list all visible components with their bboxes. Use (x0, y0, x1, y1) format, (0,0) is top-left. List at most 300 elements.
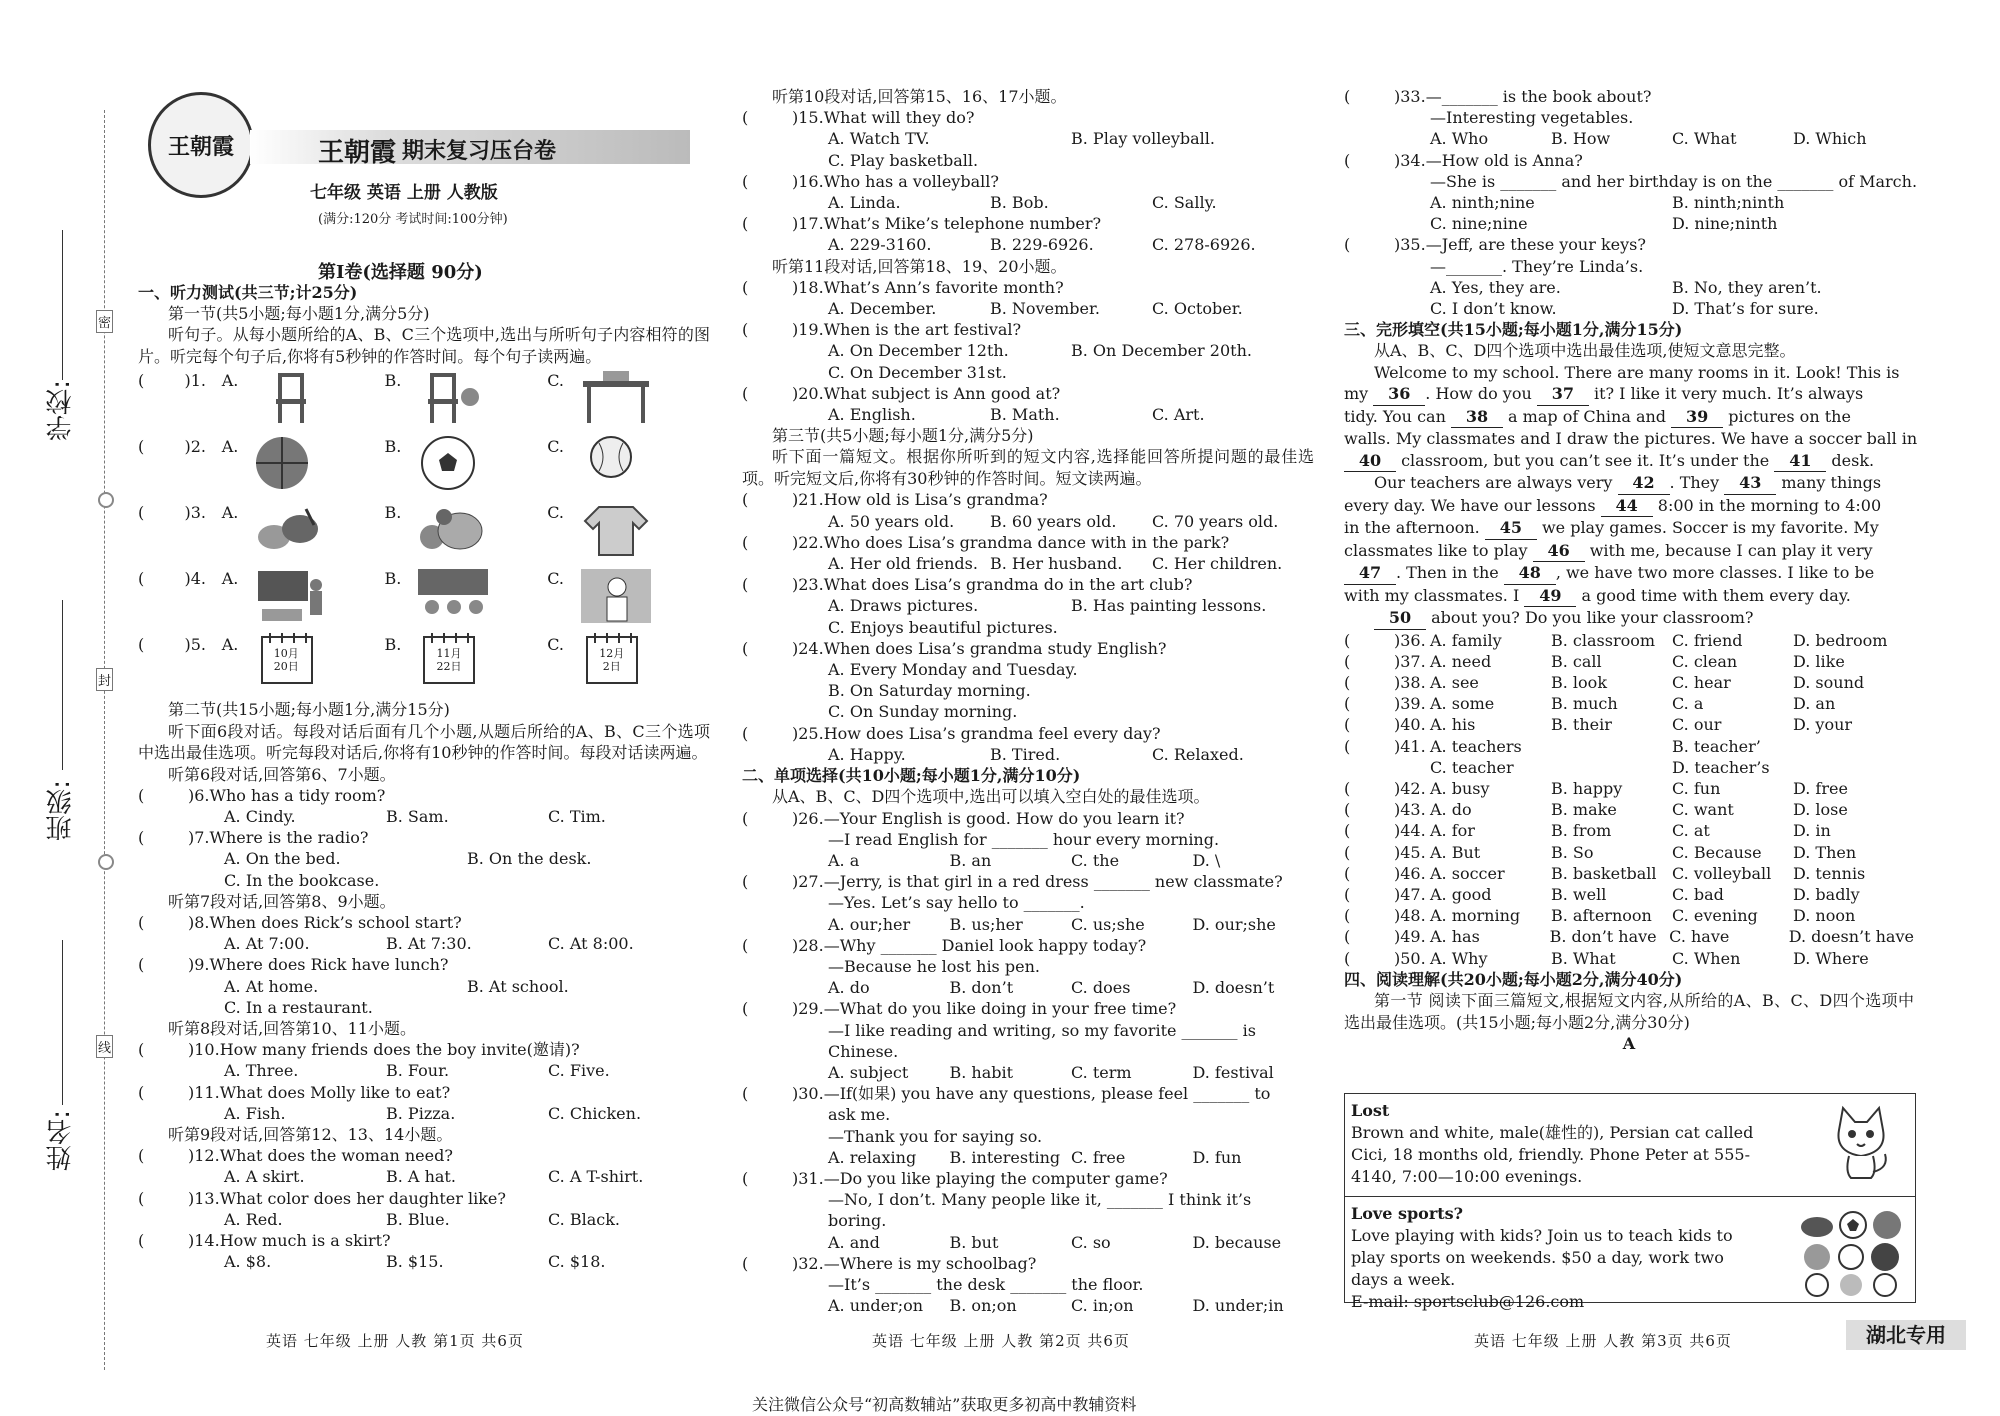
option-letter: B. (384, 371, 402, 391)
answer-paren[interactable]: ( (1344, 906, 1351, 926)
question-stem (742, 383, 1314, 404)
option[interactable]: A. his (1430, 715, 1476, 735)
picture-option[interactable] (547, 433, 710, 497)
answer-paren[interactable]: ( (1344, 715, 1351, 735)
option[interactable]: C. does (1071, 978, 1131, 998)
question-number: )9. (188, 955, 210, 975)
option[interactable]: C. hear (1672, 673, 1731, 693)
answer-paren[interactable]: ( (1344, 800, 1351, 820)
option[interactable]: B. teacher’ (1672, 736, 1761, 756)
picture-option[interactable] (384, 631, 547, 695)
option[interactable]: B. their (1551, 715, 1612, 735)
sports-ad (1345, 1197, 1915, 1317)
option[interactable]: D. \ (1192, 850, 1221, 870)
cloze-blank[interactable]: 36 (1373, 383, 1425, 406)
option[interactable]: B. us;her (949, 914, 1023, 934)
option[interactable]: C. Five. (548, 1061, 610, 1081)
option[interactable]: A. Three. (224, 1061, 299, 1081)
option-row (742, 553, 1314, 574)
answer-paren[interactable]: ( (1344, 630, 1351, 650)
option[interactable]: D. That’s for sure. (1672, 299, 1819, 319)
option[interactable]: B. At school. (467, 976, 569, 996)
option[interactable]: D. teacher’s (1672, 757, 1770, 777)
answer-paren[interactable]: ( (742, 872, 749, 892)
option[interactable]: A. some (1430, 694, 1495, 714)
answer-paren[interactable]: ( (138, 955, 145, 975)
option[interactable]: D. fun (1192, 1147, 1242, 1167)
option-row (742, 234, 1314, 255)
option[interactable]: B. Bob. (990, 193, 1049, 213)
instructions: 听句子。从每小题所给的A、B、C三个选项中,选出与所听句子内容相符的图片。听完每个句子后,你将有5秒钟的作答时间。每个句子读两遍。 (138, 325, 710, 366)
option[interactable]: D. festival (1192, 1062, 1274, 1082)
option[interactable]: C. term (1071, 1062, 1132, 1082)
option[interactable]: B. Play volleyball. (1071, 129, 1215, 149)
option[interactable]: D. lose (1793, 800, 1848, 820)
option[interactable]: B. but (949, 1232, 999, 1252)
question (742, 171, 1314, 213)
question-text: What color does her daughter like? (219, 1188, 506, 1208)
option[interactable]: B. Four. (386, 1061, 450, 1081)
answer-paren[interactable]: ( (1344, 821, 1351, 841)
option[interactable]: D. Then (1793, 842, 1857, 862)
option[interactable]: D. Where (1793, 948, 1869, 968)
option[interactable]: D. tennis (1793, 863, 1866, 883)
option[interactable]: A. for (1430, 821, 1475, 841)
option-row (1430, 757, 1914, 778)
option[interactable]: A. Yes, they are. (1430, 277, 1561, 297)
option-letter: B. (384, 569, 402, 589)
option[interactable]: C. volleyball (1672, 863, 1772, 883)
option[interactable]: C. Tim. (548, 807, 606, 827)
question-number: )13. (188, 1188, 220, 1208)
option[interactable]: A. has (1430, 927, 1480, 947)
answer-paren[interactable]: ( (742, 723, 749, 743)
option[interactable]: B. How (1551, 129, 1611, 149)
answer-paren[interactable]: ( (138, 1040, 145, 1060)
option[interactable]: A. a (828, 850, 860, 870)
picture-option[interactable] (384, 565, 547, 629)
option[interactable]: C. in;on (1071, 1296, 1134, 1316)
option[interactable]: A. Who (1430, 129, 1489, 149)
option[interactable]: A. A skirt. (224, 1167, 305, 1187)
cloze-blank[interactable]: 38 (1451, 406, 1503, 429)
answer-paren[interactable]: ( (742, 532, 749, 552)
option[interactable]: B. November. (990, 299, 1100, 319)
option[interactable]: C. a (1672, 694, 1704, 714)
question-text: When does Lisa’s grandma study English? (823, 638, 1167, 658)
picture-option[interactable] (222, 565, 385, 629)
option[interactable]: C. When (1672, 948, 1741, 968)
option[interactable]: C. October. (1152, 299, 1243, 319)
question-text: —Where is my schoolbag? (823, 1253, 1037, 1273)
option[interactable]: B. A hat. (386, 1167, 456, 1187)
answer-paren[interactable]: ( (742, 277, 749, 297)
option[interactable]: C. Black. (548, 1209, 620, 1229)
option[interactable]: A. On December 12th. (828, 341, 1009, 361)
option[interactable]: D. doesn’t have (1788, 927, 1914, 947)
question-text: Who has a volleyball? (823, 171, 999, 191)
question (1344, 86, 1914, 150)
answer-paren[interactable]: ( (138, 503, 145, 523)
option[interactable]: A. see (1430, 673, 1479, 693)
cloze-blank[interactable]: 37 (1537, 383, 1589, 406)
cloze-blank[interactable]: 47 (1344, 562, 1396, 585)
answer-paren[interactable]: ( (742, 214, 749, 234)
option[interactable]: C. Her children. (1152, 554, 1283, 574)
option[interactable]: C. evening (1672, 906, 1758, 926)
option[interactable]: C. nine;nine (1430, 214, 1528, 234)
answer-paren[interactable]: ( (138, 371, 145, 391)
answer-paren[interactable]: ( (742, 1168, 749, 1188)
option[interactable]: D. nine;ninth (1672, 214, 1778, 234)
question-stem (742, 171, 1314, 192)
option[interactable]: D. doesn’t (1192, 978, 1275, 998)
option[interactable]: B. Tired. (990, 744, 1061, 764)
option[interactable]: A. December. (828, 299, 937, 319)
option[interactable]: D. an (1793, 694, 1836, 714)
option[interactable]: C. Chicken. (548, 1103, 642, 1123)
answer-paren[interactable]: ( (742, 935, 749, 955)
question-text: What subject is Ann good at? (823, 383, 1061, 403)
picture-option[interactable] (222, 631, 385, 695)
sports-title: Love sports? (1351, 1204, 1464, 1223)
option[interactable]: A. Every Monday and Tuesday. (828, 660, 1078, 680)
option[interactable]: A. and (828, 1232, 880, 1252)
option[interactable]: A. our;her (828, 914, 911, 934)
question-number: )18. (792, 277, 824, 297)
answer-paren[interactable]: ( (1344, 235, 1351, 255)
option[interactable]: A. At home. (224, 976, 319, 996)
option[interactable]: C. clean (1672, 651, 1738, 671)
option[interactable]: B. Her husband. (990, 554, 1123, 574)
cloze-blank[interactable]: 43 (1724, 472, 1776, 495)
option[interactable]: B. look (1551, 673, 1608, 693)
question-text: —Do you like playing the computer game? (823, 1168, 1168, 1188)
answer-paren[interactable]: ( (138, 569, 145, 589)
cloze-blank[interactable]: 44 (1601, 495, 1653, 518)
option[interactable]: C. What (1672, 129, 1737, 149)
option[interactable]: B. Pizza. (386, 1103, 456, 1123)
option[interactable]: C. On December 31st. (828, 362, 1007, 382)
option-row (742, 850, 1314, 871)
question (742, 489, 1314, 531)
cloze-blank[interactable]: 46 (1533, 540, 1585, 563)
option[interactable]: C. have (1669, 927, 1730, 947)
answer-paren[interactable]: ( (742, 1253, 749, 1273)
answer-paren[interactable]: ( (138, 785, 145, 805)
option[interactable]: A. relaxing (828, 1147, 917, 1167)
option[interactable]: C. our (1672, 715, 1722, 735)
option[interactable]: C. fun (1672, 779, 1721, 799)
cloze-blank[interactable]: 45 (1485, 517, 1537, 540)
option[interactable]: C. Art. (1152, 405, 1205, 425)
option[interactable]: A. morning (1430, 906, 1521, 926)
answer-paren[interactable]: ( (1344, 885, 1351, 905)
option[interactable]: B. basketball (1551, 863, 1657, 883)
option[interactable]: D. your (1793, 715, 1853, 735)
option[interactable]: B. No, they aren’t. (1672, 277, 1822, 297)
answer-paren[interactable]: ( (1344, 927, 1351, 947)
option[interactable]: B. On Saturday morning. (828, 681, 1031, 701)
cloze-blank[interactable]: 48 (1504, 562, 1556, 585)
cloze-blank[interactable]: 40 (1344, 450, 1396, 473)
option[interactable]: C. On Sunday morning. (828, 702, 1018, 722)
exam-subtitle: 七年级 英语 上册 人教版 (310, 183, 498, 203)
answer-paren[interactable]: ( (138, 913, 145, 933)
cloze-option-row (1344, 884, 1914, 905)
option[interactable]: B. Blue. (386, 1209, 450, 1229)
cloze-blank[interactable]: 49 (1524, 585, 1576, 608)
question-stem (138, 912, 710, 933)
question-text: —I read English for _______ hour every morning. (828, 829, 1220, 849)
question-text: When is the art festival? (823, 320, 1022, 340)
question-number: )17. (792, 214, 824, 234)
option[interactable]: B. call (1551, 651, 1602, 671)
option[interactable]: C. Play basketball. (828, 150, 979, 170)
answer-paren[interactable]: ( (742, 575, 749, 595)
answer-paren[interactable]: ( (1344, 736, 1351, 756)
answer-paren[interactable]: ( (1344, 863, 1351, 883)
option[interactable]: B. On the desk. (467, 849, 592, 869)
answer-paren[interactable]: ( (742, 383, 749, 403)
picture-option[interactable] (222, 499, 385, 563)
option[interactable]: C. Enjoys beautiful pictures. (828, 617, 1058, 637)
option[interactable]: A. 229-3160. (828, 235, 932, 255)
question-number: )50. (1394, 948, 1426, 968)
option[interactable]: C. the (1071, 850, 1120, 870)
answer-paren[interactable]: ( (1344, 779, 1351, 799)
option[interactable]: C. free (1071, 1147, 1126, 1167)
cloze-blank[interactable]: 50 (1374, 607, 1426, 630)
option[interactable]: B. Sam. (386, 807, 449, 827)
option[interactable] (1551, 757, 1672, 778)
option[interactable]: C. In the bookcase. (224, 870, 380, 890)
option[interactable]: A. Fish. (224, 1103, 286, 1123)
option[interactable]: A. busy (1430, 779, 1490, 799)
option[interactable]: A. soccer (1430, 863, 1505, 883)
answer-paren[interactable]: ( (1344, 150, 1351, 170)
option[interactable]: C. Relaxed. (1152, 744, 1244, 764)
option[interactable]: D. in (1793, 821, 1831, 841)
answer-paren[interactable]: ( (138, 1188, 145, 1208)
option[interactable]: A. But (1430, 842, 1481, 862)
option[interactable]: C. In a restaurant. (224, 997, 373, 1017)
option[interactable]: D. bedroom (1793, 630, 1888, 650)
answer-paren[interactable]: ( (138, 635, 145, 655)
option[interactable]: B. On December 20th. (1071, 341, 1252, 361)
option[interactable]: C. A T-shirt. (548, 1167, 644, 1187)
option[interactable]: A. On the bed. (224, 849, 341, 869)
option[interactable]: A. Draws pictures. (828, 596, 979, 616)
option[interactable]: B. Has painting lessons. (1071, 596, 1267, 616)
option[interactable]: A. need (1430, 651, 1492, 671)
answer-paren[interactable]: ( (742, 490, 749, 510)
option[interactable]: A. Cindy. (224, 807, 296, 827)
option[interactable]: C. Because (1672, 842, 1762, 862)
option[interactable]: C. At 8:00. (548, 934, 634, 954)
question-stem (742, 1168, 1314, 1189)
option[interactable]: A. good (1430, 885, 1492, 905)
answer-paren[interactable]: ( (138, 1231, 145, 1251)
option[interactable]: A. subject (828, 1062, 909, 1082)
option[interactable]: A. Red. (224, 1209, 283, 1229)
picture-option[interactable] (547, 367, 710, 431)
option[interactable]: B. afternoon (1551, 906, 1652, 926)
option[interactable]: B. What (1551, 948, 1616, 968)
option[interactable] (1551, 736, 1672, 757)
option[interactable]: B. don’t have (1549, 927, 1657, 947)
option[interactable]: C. bad (1672, 885, 1724, 905)
option[interactable]: A. Happy. (828, 744, 906, 764)
option[interactable]: B. Math. (990, 405, 1060, 425)
picture-option[interactable] (384, 433, 547, 497)
option[interactable]: A. 50 years old. (828, 511, 955, 531)
option-row (1430, 630, 1914, 651)
option[interactable]: A. Watch TV. (828, 129, 930, 149)
cloze-blank[interactable]: 39 (1671, 406, 1723, 429)
option[interactable]: D. Which (1793, 129, 1867, 149)
answer-paren[interactable]: ( (138, 1146, 145, 1166)
option[interactable]: D. sound (1793, 673, 1865, 693)
question-number: )33. (1394, 87, 1426, 106)
option[interactable]: B. from (1551, 821, 1612, 841)
picture-option[interactable] (547, 565, 710, 629)
answer-paren[interactable]: ( (1344, 948, 1351, 968)
option-row (1430, 693, 1914, 714)
ads-box (1344, 1093, 1916, 1311)
option[interactable]: B. classroom (1551, 630, 1656, 650)
exam-title: 期末复习压台卷 (402, 139, 557, 164)
option[interactable]: D. under;in (1192, 1296, 1284, 1316)
picture-option[interactable] (384, 499, 547, 563)
option[interactable]: A. ninth;nine (1430, 193, 1535, 213)
option[interactable]: A. teachers (1430, 736, 1522, 756)
calendar-text: 11月 (436, 647, 462, 661)
option[interactable]: A. English. (828, 405, 916, 425)
answer-paren[interactable]: ( (742, 108, 749, 128)
option[interactable]: B. $15. (386, 1252, 444, 1272)
option[interactable]: B. 60 years old. (990, 511, 1117, 531)
lost-text: Brown and white, male(雄性的), Persian cat called Cici, 18 months old, friendly. Phone Peter at 555-4140, 7:00—10:00 evenings. (1351, 1123, 1754, 1186)
cloze-option-row (1344, 799, 1914, 820)
answer-paren[interactable]: ( (1344, 651, 1351, 671)
option[interactable]: B. on;on (949, 1296, 1017, 1316)
answer-paren[interactable]: ( (1344, 673, 1351, 693)
option[interactable]: A. do (828, 978, 870, 998)
option[interactable] (1793, 757, 1914, 778)
section-note: 听第7段对话,回答第8、9小题。 (168, 891, 396, 911)
question-text: What’s Ann’s favorite month? (823, 277, 1064, 297)
option[interactable]: D. badly (1793, 885, 1860, 905)
option[interactable]: A. Linda. (828, 193, 901, 213)
option[interactable]: C. 70 years old. (1152, 511, 1279, 531)
option[interactable]: B. At 7:30. (386, 934, 472, 954)
answer-paren[interactable]: ( (1344, 87, 1351, 106)
cloze-option-row (1344, 778, 1914, 799)
option[interactable]: B. happy (1551, 779, 1623, 799)
option[interactable] (1793, 736, 1914, 757)
cloze-line: Our teachers are always very 42. They 43 many things (1344, 472, 1914, 495)
option[interactable]: B. much (1551, 694, 1618, 714)
option[interactable]: C. 278-6926. (1152, 235, 1256, 255)
cloze-blank[interactable]: 41 (1774, 450, 1826, 473)
section-note: 听第9段对话,回答第12、13、14小题。 (168, 1125, 453, 1145)
option[interactable]: B. well (1551, 885, 1607, 905)
answer-paren[interactable]: ( (742, 171, 749, 191)
option[interactable]: C. so (1071, 1232, 1111, 1252)
option[interactable]: C. at (1672, 821, 1710, 841)
option[interactable]: A. Why (1430, 948, 1488, 968)
question-stem (138, 1230, 710, 1251)
option[interactable]: C. I don’t know. (1430, 299, 1557, 319)
option[interactable]: D. because (1192, 1232, 1282, 1252)
option[interactable]: D. noon (1793, 906, 1856, 926)
option[interactable]: A. under;on (828, 1296, 924, 1316)
option[interactable]: D. free (1793, 779, 1848, 799)
answer-paren[interactable]: ( (742, 320, 749, 340)
option-row (742, 595, 1314, 616)
picture-option[interactable] (384, 367, 547, 431)
answer-paren[interactable]: ( (742, 808, 749, 828)
instructions: 第一节 阅读下面三篇短文,根据短文内容,从所给的A、B、C、D四个选项中选出最佳选项。(共15小题;每小题2分,满分30分) (1344, 991, 1914, 1032)
option[interactable]: A. family (1430, 630, 1502, 650)
answer-paren[interactable]: ( (138, 828, 145, 848)
option[interactable]: C. want (1672, 800, 1734, 820)
answer-paren[interactable]: ( (742, 638, 749, 658)
option[interactable]: A. $8. (224, 1252, 272, 1272)
question-number: )40. (1394, 715, 1426, 735)
option[interactable]: A. Her old friends. (828, 554, 978, 574)
answer-paren[interactable]: ( (742, 999, 749, 1019)
option[interactable]: B. ninth;ninth (1672, 193, 1785, 213)
option[interactable]: C. Sally. (1152, 193, 1217, 213)
option[interactable]: B. an (949, 850, 992, 870)
question-text: How many friends does the boy invite(邀请)? (219, 1040, 580, 1060)
answer-paren[interactable]: ( (1344, 842, 1351, 862)
cloze-option-row (1344, 905, 1914, 926)
option[interactable]: A. do (1430, 800, 1472, 820)
option[interactable]: C. teacher (1430, 757, 1514, 777)
option[interactable]: C. us;she (1071, 914, 1145, 934)
question-number: )41. (1394, 736, 1426, 756)
picture-option[interactable] (222, 367, 385, 431)
question-text: Who does Lisa’s grandma dance with in the park? (823, 532, 1230, 552)
option[interactable]: B. don’t (949, 978, 1014, 998)
picture-option[interactable] (222, 433, 385, 497)
answer-paren[interactable]: ( (138, 1082, 145, 1102)
question-stem (742, 935, 1314, 956)
option[interactable]: B. make (1551, 800, 1617, 820)
question-number: )19. (792, 320, 824, 340)
option[interactable]: C. friend (1672, 630, 1743, 650)
picture-option[interactable] (547, 631, 710, 695)
option[interactable]: D. like (1793, 651, 1845, 671)
cloze-blank[interactable]: 42 (1618, 472, 1670, 495)
cloze-line: every day. We have our lessons 44 8:00 in the morning to 4:00 (1344, 495, 1914, 518)
option[interactable]: D. our;she (1192, 914, 1276, 934)
answer-paren[interactable]: ( (1344, 694, 1351, 714)
option[interactable]: B. interesting (949, 1147, 1061, 1167)
option[interactable]: A. At 7:00. (224, 934, 310, 954)
option[interactable]: B. habit (949, 1062, 1014, 1082)
question (1344, 234, 1914, 319)
picture-option[interactable] (547, 499, 710, 563)
option[interactable]: C. $18. (548, 1252, 606, 1272)
option[interactable]: B. So (1551, 842, 1594, 862)
answer-paren[interactable]: ( (742, 1084, 749, 1104)
answer-paren[interactable]: ( (138, 437, 145, 457)
option[interactable]: B. 229-6926. (990, 235, 1094, 255)
